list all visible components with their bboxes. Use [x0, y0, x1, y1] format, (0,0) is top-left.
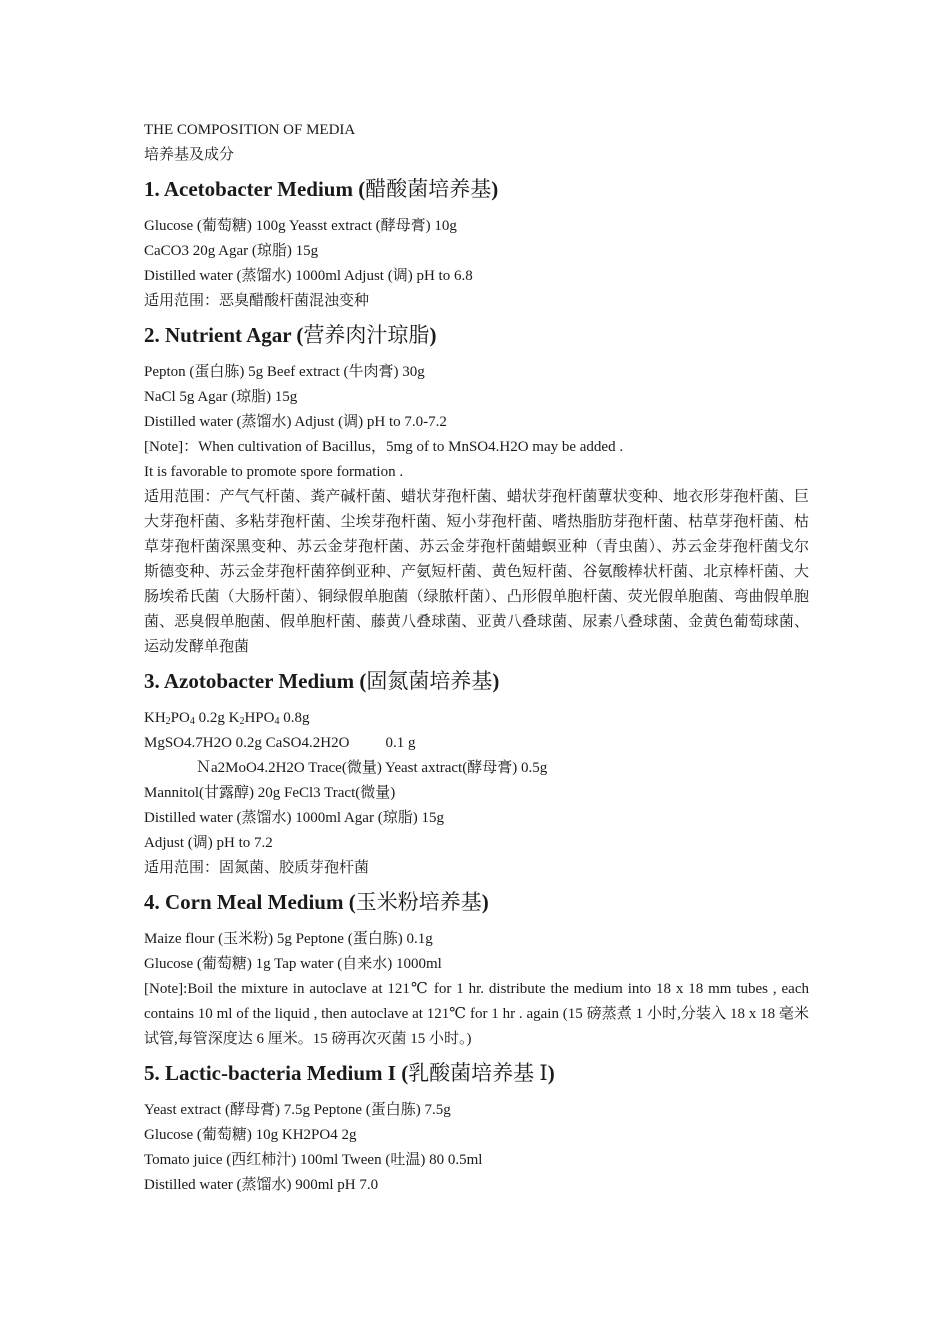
- ingredient-line: CaCO3 20g Agar (琼脂) 15g: [144, 243, 319, 259]
- scope-line: 适用范围：固氮菌、胶质芽孢杆菌: [144, 860, 370, 876]
- formula-part: 0.2g K: [194, 710, 240, 726]
- ingredient-line: Pepton (蛋白胨) 5g Beef extract (牛肉膏) 30g: [144, 364, 425, 380]
- ingredient-line: Mannitol(甘露醇) 20g FeCl3 Tract(微量): [144, 785, 396, 801]
- heading-chinese: 乳酸菌培养基 Ⅰ: [408, 1061, 548, 1085]
- ingredient-line: [144, 706, 809, 731]
- formula-part: MgSO4.7H2O 0.2g CaSO4.2H2O: [144, 735, 350, 751]
- heading-text: 3. Azotobacter Medium (: [144, 669, 367, 693]
- section-heading-acetobacter: [144, 175, 809, 203]
- scope-paragraph: 适用范围：产气气杆菌、粪产碱杆菌、蜡状芽孢杆菌、蜡状芽孢杆菌蕈状变种、地衣形芽孢杆菌、巨大芽孢杆菌、多粘芽孢杆菌、尘埃芽孢杆菌、短小芽孢杆菌、嗜热脂肪芽孢杆菌、枯草芽孢杆菌、枯草芽孢杆菌深黑变种、苏云金芽孢杆菌、苏云金芽孢杆菌蜡螟亚种（青虫菌）、苏云金芽孢杆菌戈尔斯德变种、苏云金芽孢杆菌猝倒亚种、产氨短杆菌、黄色短杆菌、谷氨酸棒状杆菌、北京棒杆菌、大肠埃希氏菌（大肠杆菌）、铜绿假单胞菌（绿脓杆菌）、凸形假单胞杆菌、荧光假单胞菌、弯曲假单胞菌、恶臭假单胞菌、假单胞杆菌、藤黄八叠球菌、亚黄八叠球菌、尿素八叠球菌、金黄色葡萄球菌、运动发酵单孢菌: [144, 489, 809, 655]
- ingredient-line: [144, 731, 809, 756]
- formula-part: HPO: [244, 710, 275, 726]
- note-line: [Note]：When cultivation of Bacillus，5mg of to MnSO4.H2O may be added .: [144, 439, 624, 455]
- heading-close: ): [429, 323, 437, 347]
- ingredient-line: Distilled water (蒸馏水) 1000ml Agar (琼脂) 15g: [144, 810, 444, 826]
- heading-chinese: 玉米粉培养基: [355, 890, 482, 914]
- heading-close: ): [491, 177, 499, 201]
- formula-part: 0.8g: [279, 710, 310, 726]
- ingredient-line: Maize flour (玉米粉) 5g Peptone (蛋白胨) 0.1g: [144, 931, 433, 947]
- subscript: 2: [239, 716, 245, 727]
- formula-part: KH: [144, 710, 166, 726]
- formula-part: PO: [170, 710, 190, 726]
- subscript: 2: [165, 716, 171, 727]
- subscript: 4: [189, 716, 195, 727]
- ingredient-line: Distilled water (蒸馏水) 900ml pH 7.0: [144, 1177, 379, 1193]
- document-title: THE COMPOSITION OF MEDIA: [144, 122, 356, 138]
- ingredient-line: Glucose (葡萄糖) 1g Tap water (自来水) 1000ml: [144, 956, 442, 972]
- ingredient-line: Tomato juice (西红柿汁) 100ml Tween (吐温) 80 0.5ml: [144, 1152, 483, 1168]
- heading-chinese: 固氮菌培养基: [366, 669, 493, 693]
- ingredient-line: Distilled water (蒸馏水) 1000ml Adjust (调) pH to 6.8: [144, 268, 473, 284]
- section-heading-lactic-bacteria: [144, 1059, 809, 1087]
- heading-text: 4. Corn Meal Medium (: [144, 890, 356, 914]
- scope-line: 适用范围：恶臭醋酸杆菌混浊变种: [144, 293, 370, 309]
- heading-close: ): [481, 890, 489, 914]
- heading-chinese: 营养肉汁琼脂: [303, 323, 430, 347]
- section-heading-nutrient-agar: [144, 321, 809, 349]
- ingredient-line: Distilled water (蒸馏水) Adjust (调) pH to 7.0-7.2: [144, 414, 447, 430]
- formula-part: 0.1 g: [385, 735, 416, 751]
- note-line: It is favorable to promote spore formation .: [144, 464, 404, 480]
- ingredient-line: Ｎa2MoO4.2H2O Trace(微量) Yeast axtract(酵母膏) 0.5g: [196, 760, 548, 776]
- heading-chinese: 醋酸菌培养基: [365, 177, 492, 201]
- section-heading-corn-meal: [144, 888, 809, 916]
- ingredient-line: Adjust (调) pH to 7.2: [144, 835, 273, 851]
- note-paragraph: [Note]:Boil the mixture in autoclave at 121℃ for 1 hr. distribute the medium into 18 x 18 mm tubes , each contains 10 ml of the liquid , then autoclave at 121℃ for 1 hr . again (15 磅蒸煮 1 小时,分装入 18 x 18 毫米试管,每管深度达 6 厘米。15 磅再次灭菌 15 小时。): [144, 981, 809, 1047]
- heading-close: ): [492, 669, 500, 693]
- heading-close: ): [547, 1061, 555, 1085]
- subscript: 4: [274, 716, 280, 727]
- ingredient-line: Glucose (葡萄糖) 10g KH2PO4 2g: [144, 1127, 357, 1143]
- ingredient-line: NaCl 5g Agar (琼脂) 15g: [144, 389, 298, 405]
- document-subtitle: 培养基及成分: [144, 147, 235, 163]
- heading-text: 2. Nutrient Agar (: [144, 323, 304, 347]
- section-heading-azotobacter: [144, 667, 809, 695]
- heading-text: 5. Lactic-bacteria Medium I (: [144, 1061, 409, 1085]
- document-page: [144, 118, 809, 1198]
- heading-text: 1. Acetobacter Medium (: [144, 177, 366, 201]
- ingredient-line: Glucose (葡萄糖) 100g Yeasst extract (酵母膏) 10g: [144, 218, 457, 234]
- ingredient-line: Yeast extract (酵母膏) 7.5g Peptone (蛋白胨) 7.5g: [144, 1102, 451, 1118]
